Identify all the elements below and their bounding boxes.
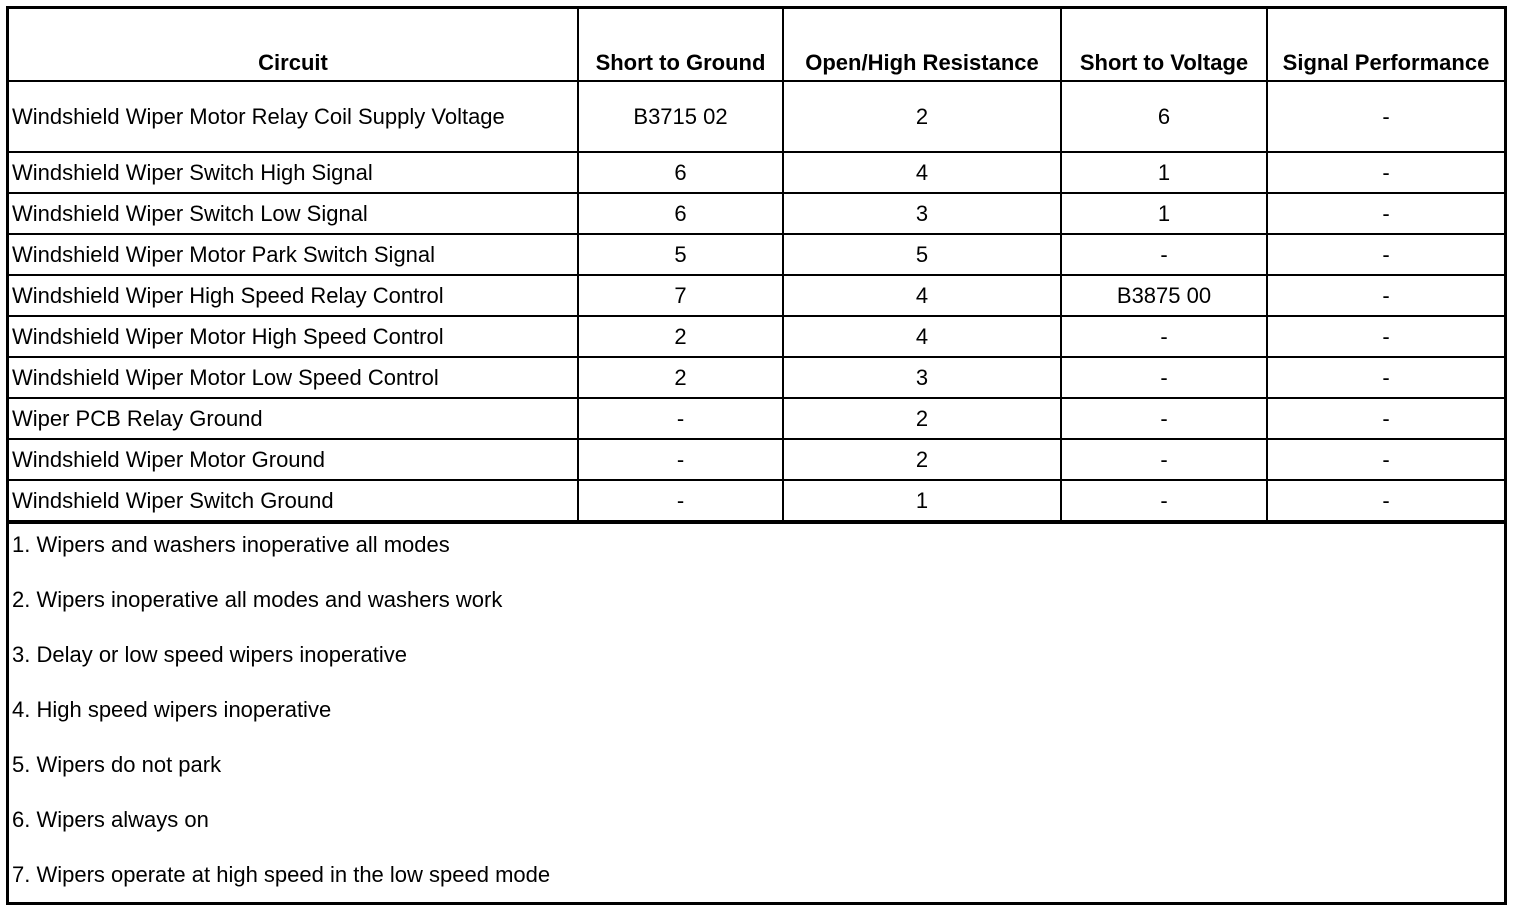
circuit-cell: Windshield Wiper Motor High Speed Control (9, 316, 578, 357)
short-to-ground-cell: 2 (578, 357, 783, 398)
circuit-cell: Windshield Wiper Motor Low Speed Control (9, 357, 578, 398)
circuit-cell: Windshield Wiper Switch Low Signal (9, 193, 578, 234)
header-signal-performance: Signal Performance (1267, 9, 1504, 81)
header-row (9, 9, 1504, 81)
short-to-ground-cell: 7 (578, 275, 783, 316)
signal-performance-cell: - (1267, 234, 1504, 275)
signal-performance-cell: - (1267, 81, 1504, 152)
note-item: 5. Wipers do not park (12, 752, 222, 777)
short-to-voltage-cell: - (1061, 357, 1267, 398)
open-high-resistance-cell: 5 (783, 234, 1061, 275)
signal-performance-cell: - (1267, 439, 1504, 480)
short-to-ground-cell: 5 (578, 234, 783, 275)
open-high-resistance-cell: 1 (783, 480, 1061, 521)
table-row (9, 316, 1504, 357)
note-item: 7. Wipers operate at high speed in the low speed mode (12, 862, 551, 887)
header-open-high-resistance: Open/High Resistance (783, 9, 1061, 81)
table-row (9, 275, 1504, 316)
circuit-cell: Wiper PCB Relay Ground (9, 398, 578, 439)
table-row (9, 480, 1504, 521)
short-to-voltage-cell: 1 (1061, 193, 1267, 234)
signal-performance-cell: - (1267, 316, 1504, 357)
note-item: 4. High speed wipers inoperative (12, 697, 332, 722)
short-to-ground-cell: 6 (578, 152, 783, 193)
signal-performance-cell: - (1267, 275, 1504, 316)
open-high-resistance-cell: 2 (783, 439, 1061, 480)
note-item: 6. Wipers always on (12, 807, 209, 832)
table-row (9, 439, 1504, 480)
short-to-ground-cell: - (578, 480, 783, 521)
circuit-cell: Windshield Wiper High Speed Relay Control (9, 275, 578, 316)
note-item: 2. Wipers inoperative all modes and washers work (12, 587, 503, 612)
short-to-voltage-cell: - (1061, 316, 1267, 357)
short-to-voltage-cell: - (1061, 480, 1267, 521)
table-row (9, 193, 1504, 234)
header-short-to-voltage: Short to Voltage (1061, 9, 1267, 81)
diagnostic-table-frame (6, 6, 1507, 905)
table-row (9, 357, 1504, 398)
open-high-resistance-cell: 4 (783, 275, 1061, 316)
circuit-cell: Windshield Wiper Motor Relay Coil Supply Voltage (9, 81, 578, 152)
open-high-resistance-cell: 4 (783, 316, 1061, 357)
symptom-notes (9, 522, 1504, 889)
short-to-ground-cell: 2 (578, 316, 783, 357)
short-to-voltage-cell: 6 (1061, 81, 1267, 152)
header-circuit: Circuit (9, 9, 578, 81)
table-row (9, 152, 1504, 193)
short-to-voltage-cell: B3875 00 (1061, 275, 1267, 316)
open-high-resistance-cell: 3 (783, 193, 1061, 234)
circuit-cell: Windshield Wiper Motor Ground (9, 439, 578, 480)
header-short-to-ground: Short to Ground (578, 9, 783, 81)
signal-performance-cell: - (1267, 152, 1504, 193)
circuit-cell: Windshield Wiper Motor Park Switch Signal (9, 234, 578, 275)
table-row (9, 81, 1504, 152)
short-to-voltage-cell: - (1061, 439, 1267, 480)
short-to-voltage-cell: 1 (1061, 152, 1267, 193)
open-high-resistance-cell: 3 (783, 357, 1061, 398)
short-to-ground-cell: - (578, 439, 783, 480)
table-row (9, 398, 1504, 439)
short-to-voltage-cell: - (1061, 234, 1267, 275)
open-high-resistance-cell: 2 (783, 398, 1061, 439)
signal-performance-cell: - (1267, 357, 1504, 398)
short-to-ground-cell: B3715 02 (578, 81, 783, 152)
short-to-ground-cell: - (578, 398, 783, 439)
open-high-resistance-cell: 2 (783, 81, 1061, 152)
table-row (9, 234, 1504, 275)
signal-performance-cell: - (1267, 193, 1504, 234)
note-item: 1. Wipers and washers inoperative all modes (12, 532, 450, 557)
note-item: 3. Delay or low speed wipers inoperative (12, 642, 407, 667)
signal-performance-cell: - (1267, 398, 1504, 439)
short-to-ground-cell: 6 (578, 193, 783, 234)
circuit-cell: Windshield Wiper Switch Ground (9, 480, 578, 521)
short-to-voltage-cell: - (1061, 398, 1267, 439)
open-high-resistance-cell: 4 (783, 152, 1061, 193)
signal-performance-cell: - (1267, 480, 1504, 521)
circuit-cell: Windshield Wiper Switch High Signal (9, 152, 578, 193)
circuit-diagnostic-table (9, 9, 1504, 522)
